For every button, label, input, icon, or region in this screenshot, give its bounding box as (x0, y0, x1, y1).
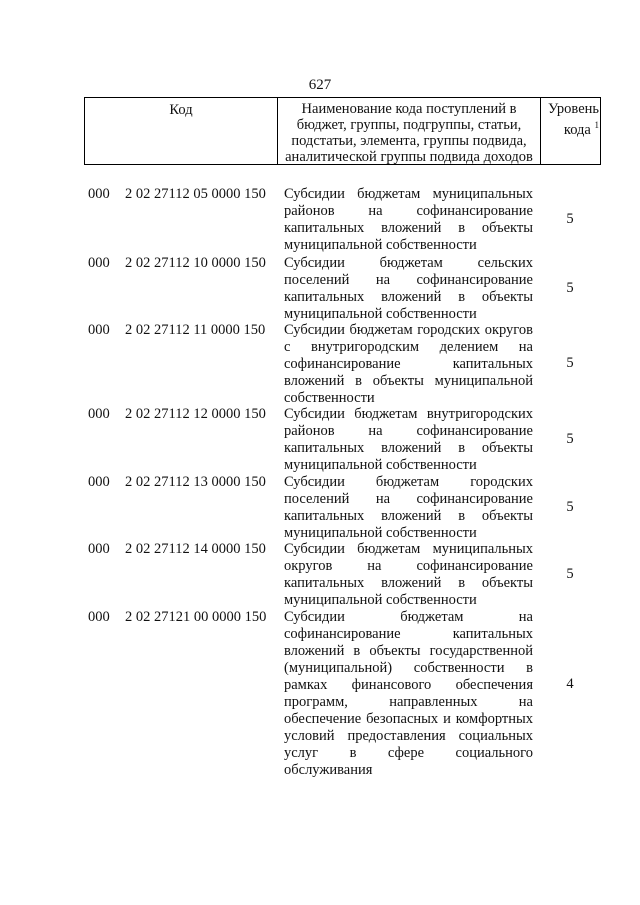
row-prefix: 000 (88, 186, 110, 202)
row-code: 2 02 27112 14 0000 150 (125, 541, 266, 557)
row-prefix: 000 (88, 541, 110, 557)
header-level-word: кода (563, 121, 591, 138)
row-name: Субсидии бюджетам муниципальных округов на софинансирование капитальных вложений в объекты муниципальной собственности (284, 541, 533, 608)
row-name: Субсидии бюджетам внутригородских районов на софинансирование капитальных вложений в объекты муниципальной собственности (284, 406, 533, 473)
row-code: 2 02 27112 13 0000 150 (125, 474, 266, 490)
row-code: 2 02 27112 10 0000 150 (125, 255, 266, 271)
row-name: Субсидии бюджетам на софинансирование капитальных вложений в объекты государственной (муниципальной) собственности в рамках финансового обеспечения программ, направленных на обеспечение безопасных и комфортных условий предоставления социальных услуг в сфере социального обслуживания (284, 609, 533, 778)
header-name-column (277, 98, 541, 164)
row-level: 5 (566, 566, 574, 582)
row-prefix: 000 (88, 255, 110, 271)
footnote-marker: 1 (594, 120, 599, 130)
header-name-line: Наименование кода поступлений в (301, 101, 517, 117)
row-code: 2 02 27112 11 0000 150 (125, 322, 266, 338)
header-name-line: подстатьи, элемента, группы подвида, (291, 133, 527, 149)
row-level: 5 (566, 499, 574, 515)
row-prefix: 000 (88, 474, 110, 490)
header-level-column (541, 98, 602, 164)
table-header (84, 97, 601, 165)
header-name-line: бюджет, группы, подгруппы, статьи, (296, 117, 522, 133)
row-prefix: 000 (88, 609, 110, 625)
row-level: 4 (566, 676, 574, 692)
row-code: 2 02 27112 12 0000 150 (125, 406, 266, 422)
row-level: 5 (566, 280, 574, 296)
row-name: Субсидии бюджетам сельских поселений на софинансирование капитальных вложений в объекты муниципальной собственности (284, 255, 533, 322)
header-name-line: аналитической группы подвида доходов (285, 149, 533, 165)
header-level-line1: Уровень (547, 101, 599, 117)
row-code: 2 02 27121 00 0000 150 (125, 609, 267, 625)
row-level: 5 (566, 211, 574, 227)
row-level: 5 (566, 355, 574, 371)
row-prefix: 000 (88, 406, 110, 422)
header-level-line2 (541, 117, 599, 138)
row-prefix: 000 (88, 322, 110, 338)
row-name: Субсидии бюджетам муниципальных районов на софинансирование капитальных вложений в объекты муниципальной собственности (284, 186, 533, 253)
row-name: Субсидии бюджетам городских округов с внутригородским делением на софинансирование капитальных вложений в объекты муниципальной собственности (284, 322, 533, 406)
row-level: 5 (566, 431, 574, 447)
row-name: Субсидии бюджетам городских поселений на софинансирование капитальных вложений в объекты муниципальной собственности (284, 474, 533, 541)
row-code: 2 02 27112 05 0000 150 (125, 186, 266, 202)
page-number: 627 (308, 77, 332, 93)
header-code-column: Код (169, 102, 193, 118)
